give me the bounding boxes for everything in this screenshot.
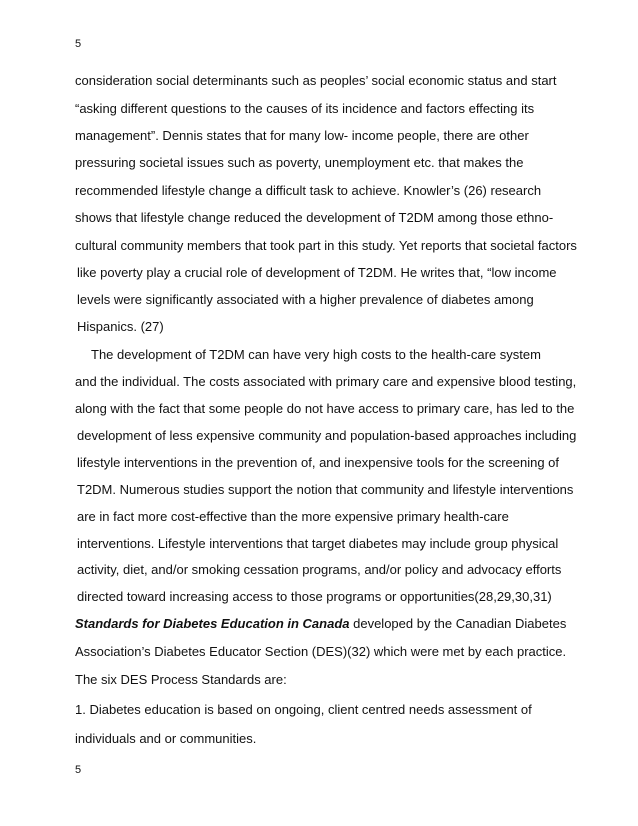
standards-title: Standards for Diabetes Education in Canada (75, 616, 350, 631)
tail-line-3: 1. Diabetes education is based on ongoing, client centred needs assessment of (75, 702, 532, 717)
body-line-19: activity, diet, and/or smoking cessation programs, and/or policy and advocacy efforts (77, 562, 562, 577)
body-line-2: “asking different questions to the causes of its incidence and factors effecting its (75, 101, 535, 116)
body-line-6: shows that lifestyle change reduced the development of T2DM among those ethno- (75, 210, 554, 225)
body-line-12: and the individual. The costs associated with primary care and expensive blood testing, (75, 374, 577, 389)
body-line-16: T2DM. Numerous studies support the notion that community and lifestyle interventions (77, 482, 574, 497)
body-line-3: management”. Dennis states that for many low- income people, there are other (75, 128, 529, 143)
body-line-8: like poverty play a crucial role of development of T2DM. He writes that, “low income (77, 265, 557, 280)
standards-rest: developed by the Canadian Diabetes (349, 616, 567, 631)
tail-line-2: The six DES Process Standards are: (75, 672, 287, 687)
body-line-13: along with the fact that some people do not have access to primary care, has led to the (75, 401, 575, 416)
body-line-15: lifestyle interventions in the prevention of, and inexpensive tools for the screening of (77, 455, 560, 470)
body-line-5: recommended lifestyle change a difficult task to achieve. Knowler’s (26) research (75, 183, 542, 198)
body-line-1: consideration social determinants such as peoples’ social economic status and start (75, 73, 557, 88)
standards-line (75, 616, 566, 632)
body-line-7: cultural community members that took part in this study. Yet reports that societal factors (75, 238, 577, 253)
tail-line-4: individuals and or communities. (75, 731, 257, 746)
body-line-11: The development of T2DM can have very high costs to the health-care system (91, 347, 541, 362)
page-number-bottom: 5 (75, 764, 82, 776)
body-line-9: levels were significantly associated with a higher prevalence of diabetes among (77, 292, 534, 307)
body-line-4: pressuring societal issues such as poverty, unemployment etc. that makes the (75, 155, 524, 170)
body-line-14: development of less expensive community and population-based approaches including (77, 428, 577, 443)
body-line-10: Hispanics. (27) (77, 319, 164, 334)
body-line-20: directed toward increasing access to those programs or opportunities(28,29,30,31) (77, 589, 552, 604)
body-line-18: interventions. Lifestyle interventions that target diabetes may include group physical (77, 536, 559, 551)
page-number-top: 5 (75, 38, 82, 50)
tail-line-1: Association’s Diabetes Educator Section (DES)(32) which were met by each practice. (75, 644, 567, 659)
body-line-17: are in fact more cost-effective than the more expensive primary health-care (77, 509, 509, 524)
